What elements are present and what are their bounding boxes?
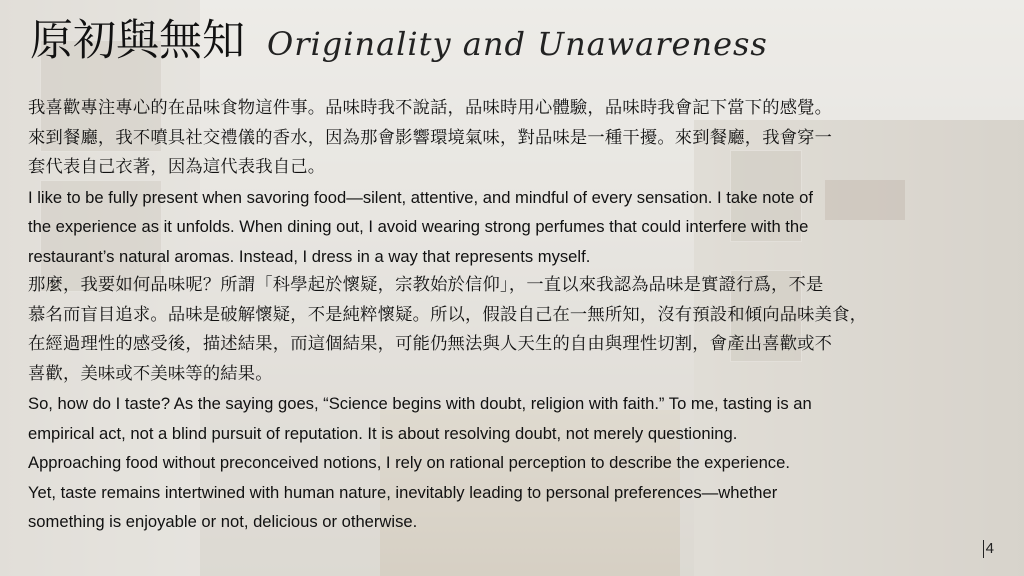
page-number: 4 (983, 540, 994, 558)
text-line: 我喜歡專注專心的在品味食物這件事。品味時我不說話，品味時用心體驗，品味時我會記下當下的感覺。 (28, 98, 833, 118)
text-line: I like to be fully present when savoring food—silent, attentive, and mindful of every sensation. I take note of (28, 187, 813, 207)
paragraph-zh-1 (28, 94, 1008, 183)
text-line: So, how do I taste? As the saying goes, “Science begins with doubt, religion with faith.” To me, tasting is an (28, 394, 812, 413)
paragraph-en-2 (28, 389, 1008, 537)
title-chinese: 原初與無知 (30, 16, 245, 66)
text-line: 那麼，我要如何品味呢？所謂「科學起於懷疑，宗教始於信仰」，一直以來我認為品味是實證行爲，不是 (28, 275, 824, 295)
text-line: Yet, taste remains intertwined with human nature, inevitably leading to personal preferences—whether (28, 482, 778, 502)
text-line: 套代表自己衣著，因為這代表我自己。 (28, 157, 326, 177)
text-line: 喜歡，美味或不美味等的結果。 (28, 363, 273, 384)
title-english: Originality and Unawareness (267, 25, 768, 63)
text-line: 在經過理性的感受後，描述結果，而這個結果，可能仍無法與人天生的自由與理性切割，會產出喜歡或不 (28, 334, 833, 354)
paragraph-zh-2 (28, 271, 1008, 389)
text-line: 慕名而盲目追求。品味是破解懷疑，不是純粹懷疑。所以，假設自己在一無所知，沒有預設和傾向品味美食， (28, 304, 868, 325)
text-line: something is enjoyable or not, delicious or otherwise. (28, 512, 418, 531)
title-row (30, 16, 768, 66)
text-line: restaurant’s natural aromas. Instead, I dress in a way that represents myself. (28, 246, 591, 266)
text-line: the experience as it unfolds. When dining out, I avoid wearing strong perfumes that could interfere with the (28, 217, 809, 236)
text-line: Approaching food without preconceived notions, I rely on rational perception to describe the experience. (28, 453, 790, 472)
text-line: empirical act, not a blind pursuit of reputation. It is about resolving doubt, not merely questioning. (28, 423, 738, 443)
paragraph-en-1 (28, 183, 1008, 272)
body-text (28, 94, 1008, 537)
text-line: 來到餐廳，我不噴具社交禮儀的香水，因為那會影響環境氣味，對品味是一種干擾。來到餐廳，我會穿一 (28, 127, 833, 148)
